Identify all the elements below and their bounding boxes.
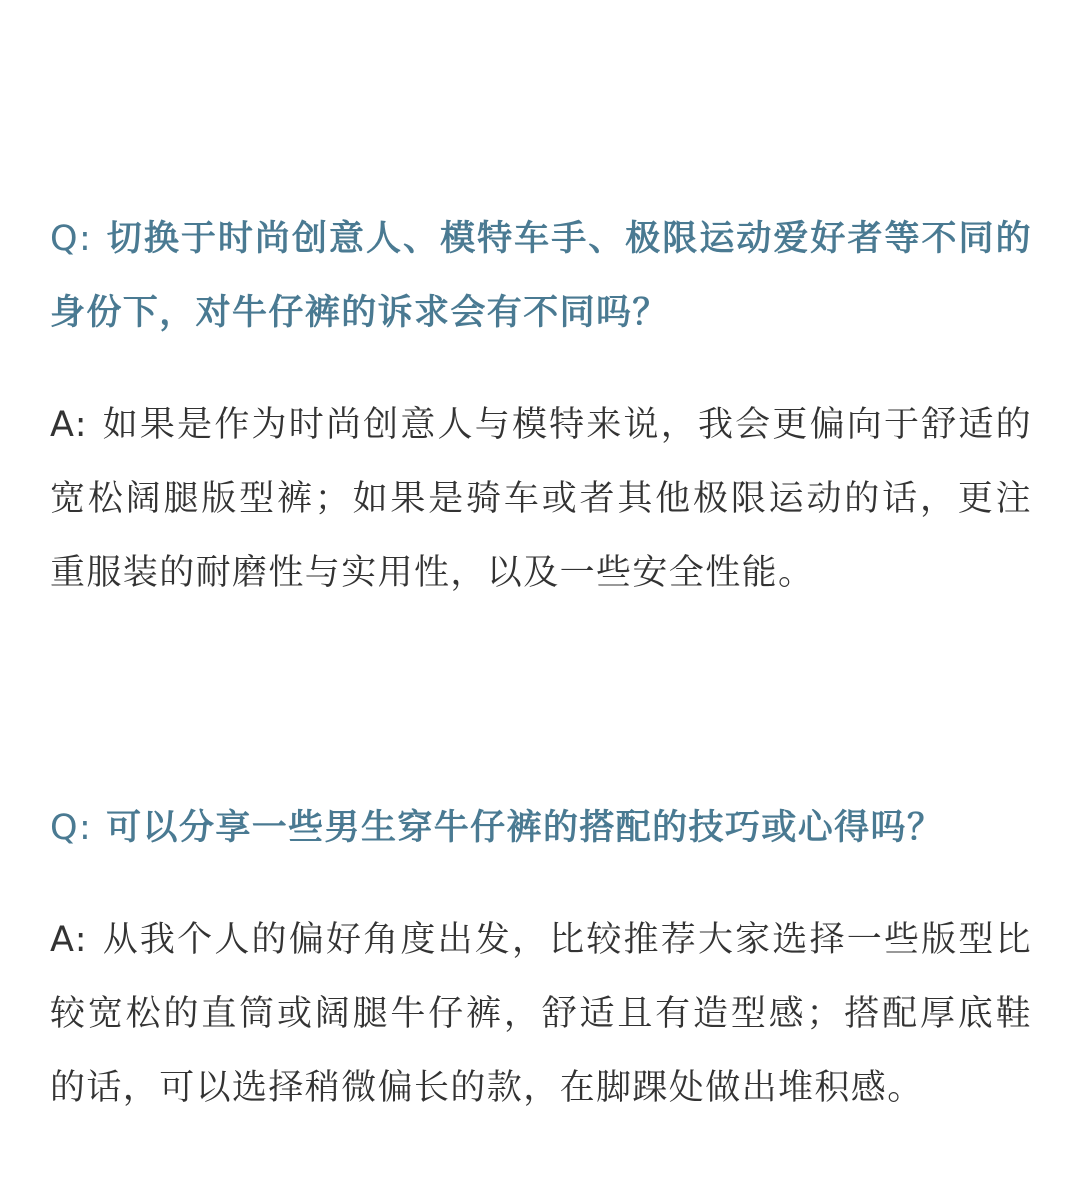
question-2: [50, 791, 1032, 865]
answer-1: [50, 388, 1032, 610]
answer-text: 从我个人的偏好角度出发，比较推荐大家选择一些版型比较宽松的直筒或阔腿牛仔裤，舒适且有造型感；搭配厚底鞋的话，可以选择稍微偏长的款，在脚踝处做出堆积感。: [50, 920, 1032, 1108]
question-prefix: Q:: [50, 219, 93, 259]
answer-2: [50, 903, 1032, 1125]
question-prefix: Q:: [50, 808, 93, 848]
question-1: [50, 202, 1032, 350]
answer-prefix: A:: [50, 405, 88, 445]
answer-prefix: A:: [50, 920, 88, 960]
question-text: 切换于时尚创意人、模特车手、极限运动爱好者等不同的身份下，对牛仔裤的诉求会有不同吗？: [50, 219, 1032, 333]
answer-text: 如果是作为时尚创意人与模特来说，我会更偏向于舒适的宽松阔腿版型裤；如果是骑车或者其他极限运动的话，更注重服装的耐磨性与实用性，以及一些安全性能。: [50, 405, 1032, 593]
question-text: 可以分享一些男生穿牛仔裤的搭配的技巧或心得吗？: [106, 808, 944, 848]
